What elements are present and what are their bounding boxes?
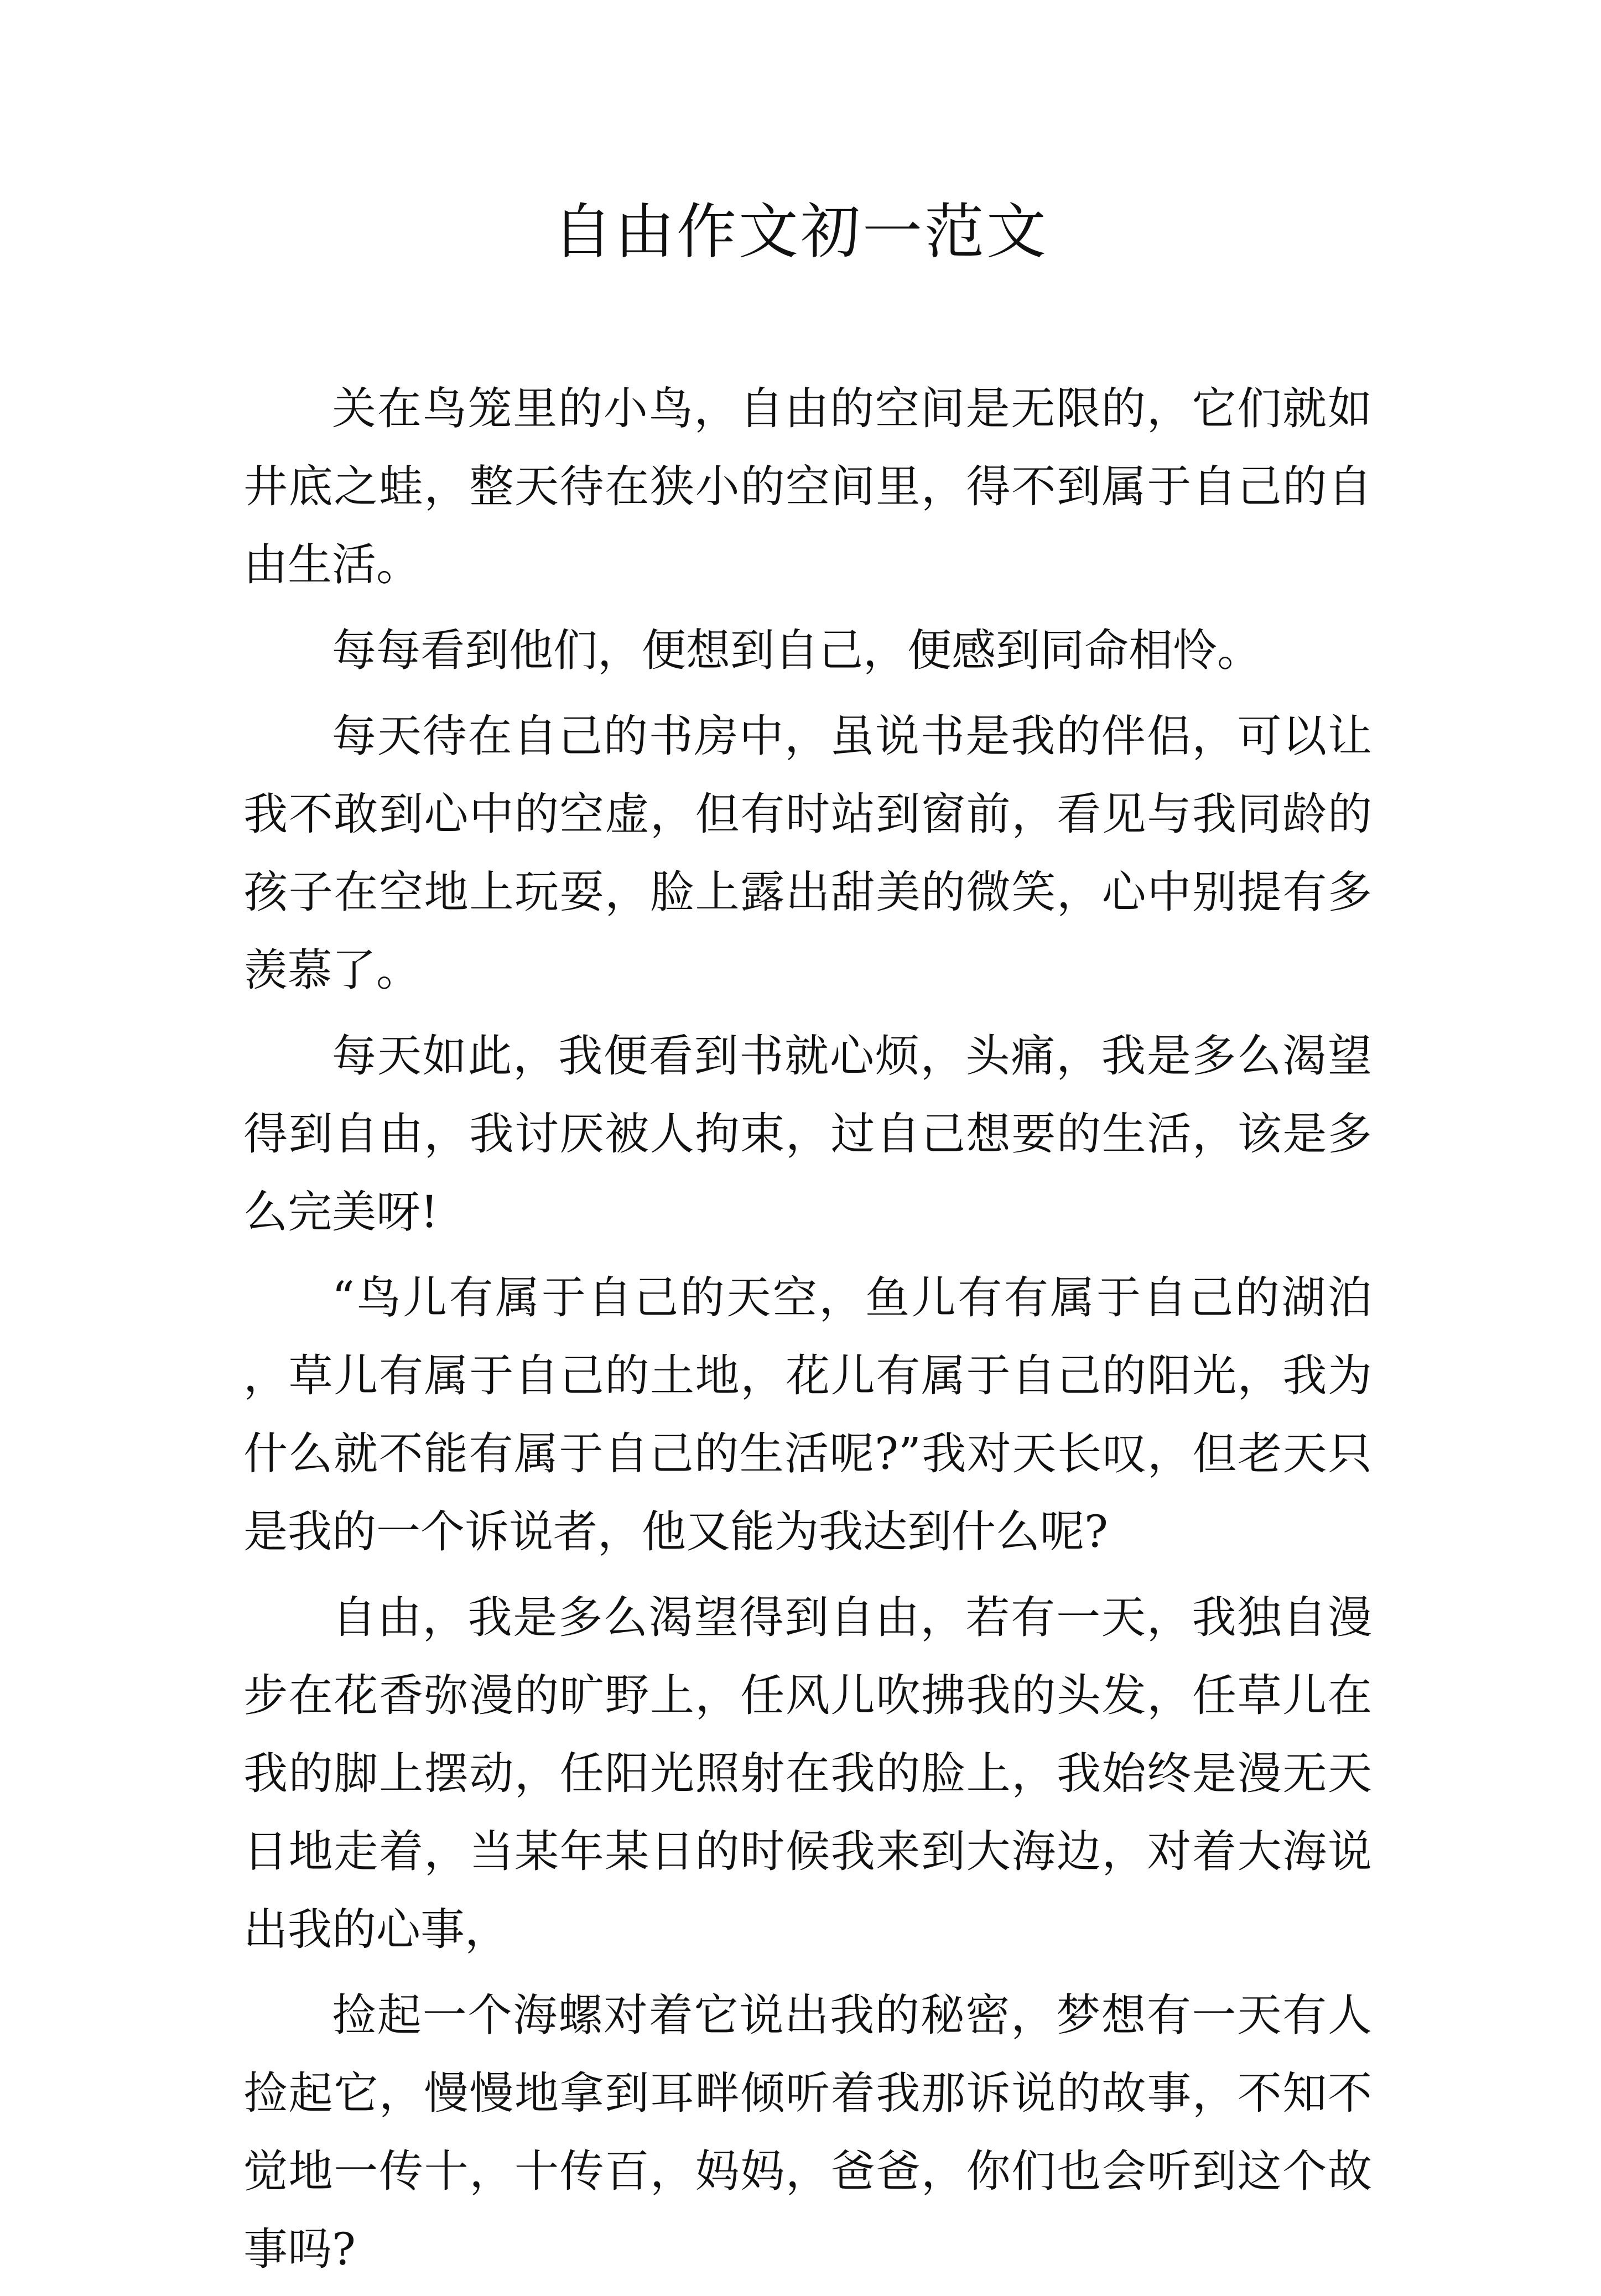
document-body — [243, 370, 1372, 2296]
paragraph-6: 自由，我是多么渴望得到自由，若有一天，我独自漫步在花香弥漫的旷野上，任风儿吹拂我的头发，任草儿在我的脚上摆动，任阳光照射在我的脸上，我始终是漫无天日地走着，当某年某日的时候我来到大海边，对着大海说出我的心事， — [243, 1592, 1372, 1955]
paragraph-4: 每天如此，我便看到书就心烦，头痛，我是多么渴望得到自由，我讨厌被人拘束，过自己想要的生活，该是多么完美呀! — [243, 1030, 1372, 1238]
paragraph-5: “鸟儿有属于自己的天空，鱼儿有有属于自己的湖泊，草儿有属于自己的土地，花儿有属于自己的阳光，我为什么就不能有属于自己的生活呢?”我对天长叹，但老天只是我的一个诉说者，他又能为我达到什么呢? — [243, 1272, 1372, 1557]
paragraph-3: 每天待在自己的书房中，虽说书是我的伴侣，可以让我不敢到心中的空虚，但有时站到窗前，看见与我同龄的孩子在空地上玩耍，脸上露出甜美的微笑，心中别提有多羡慕了。 — [243, 710, 1372, 996]
paragraph-1: 关在鸟笼里的小鸟，自由的空间是无限的，它们就如井底之蛙，整天待在狭小的空间里，得不到属于自己的自由生活。 — [243, 383, 1372, 590]
paragraph-2: 每每看到他们，便想到自己，便感到同命相怜。 — [332, 625, 1261, 676]
paragraph-7: 捡起一个海螺对着它说出我的秘密，梦想有一天有人捡起它，慢慢地拿到耳畔倾听着我那诉说的故事，不知不觉地一传十，十传百，妈妈，爸爸，你们也会听到这个故事吗? — [243, 1989, 1372, 2275]
document-title: 自由作文初一范文 — [552, 198, 1048, 267]
